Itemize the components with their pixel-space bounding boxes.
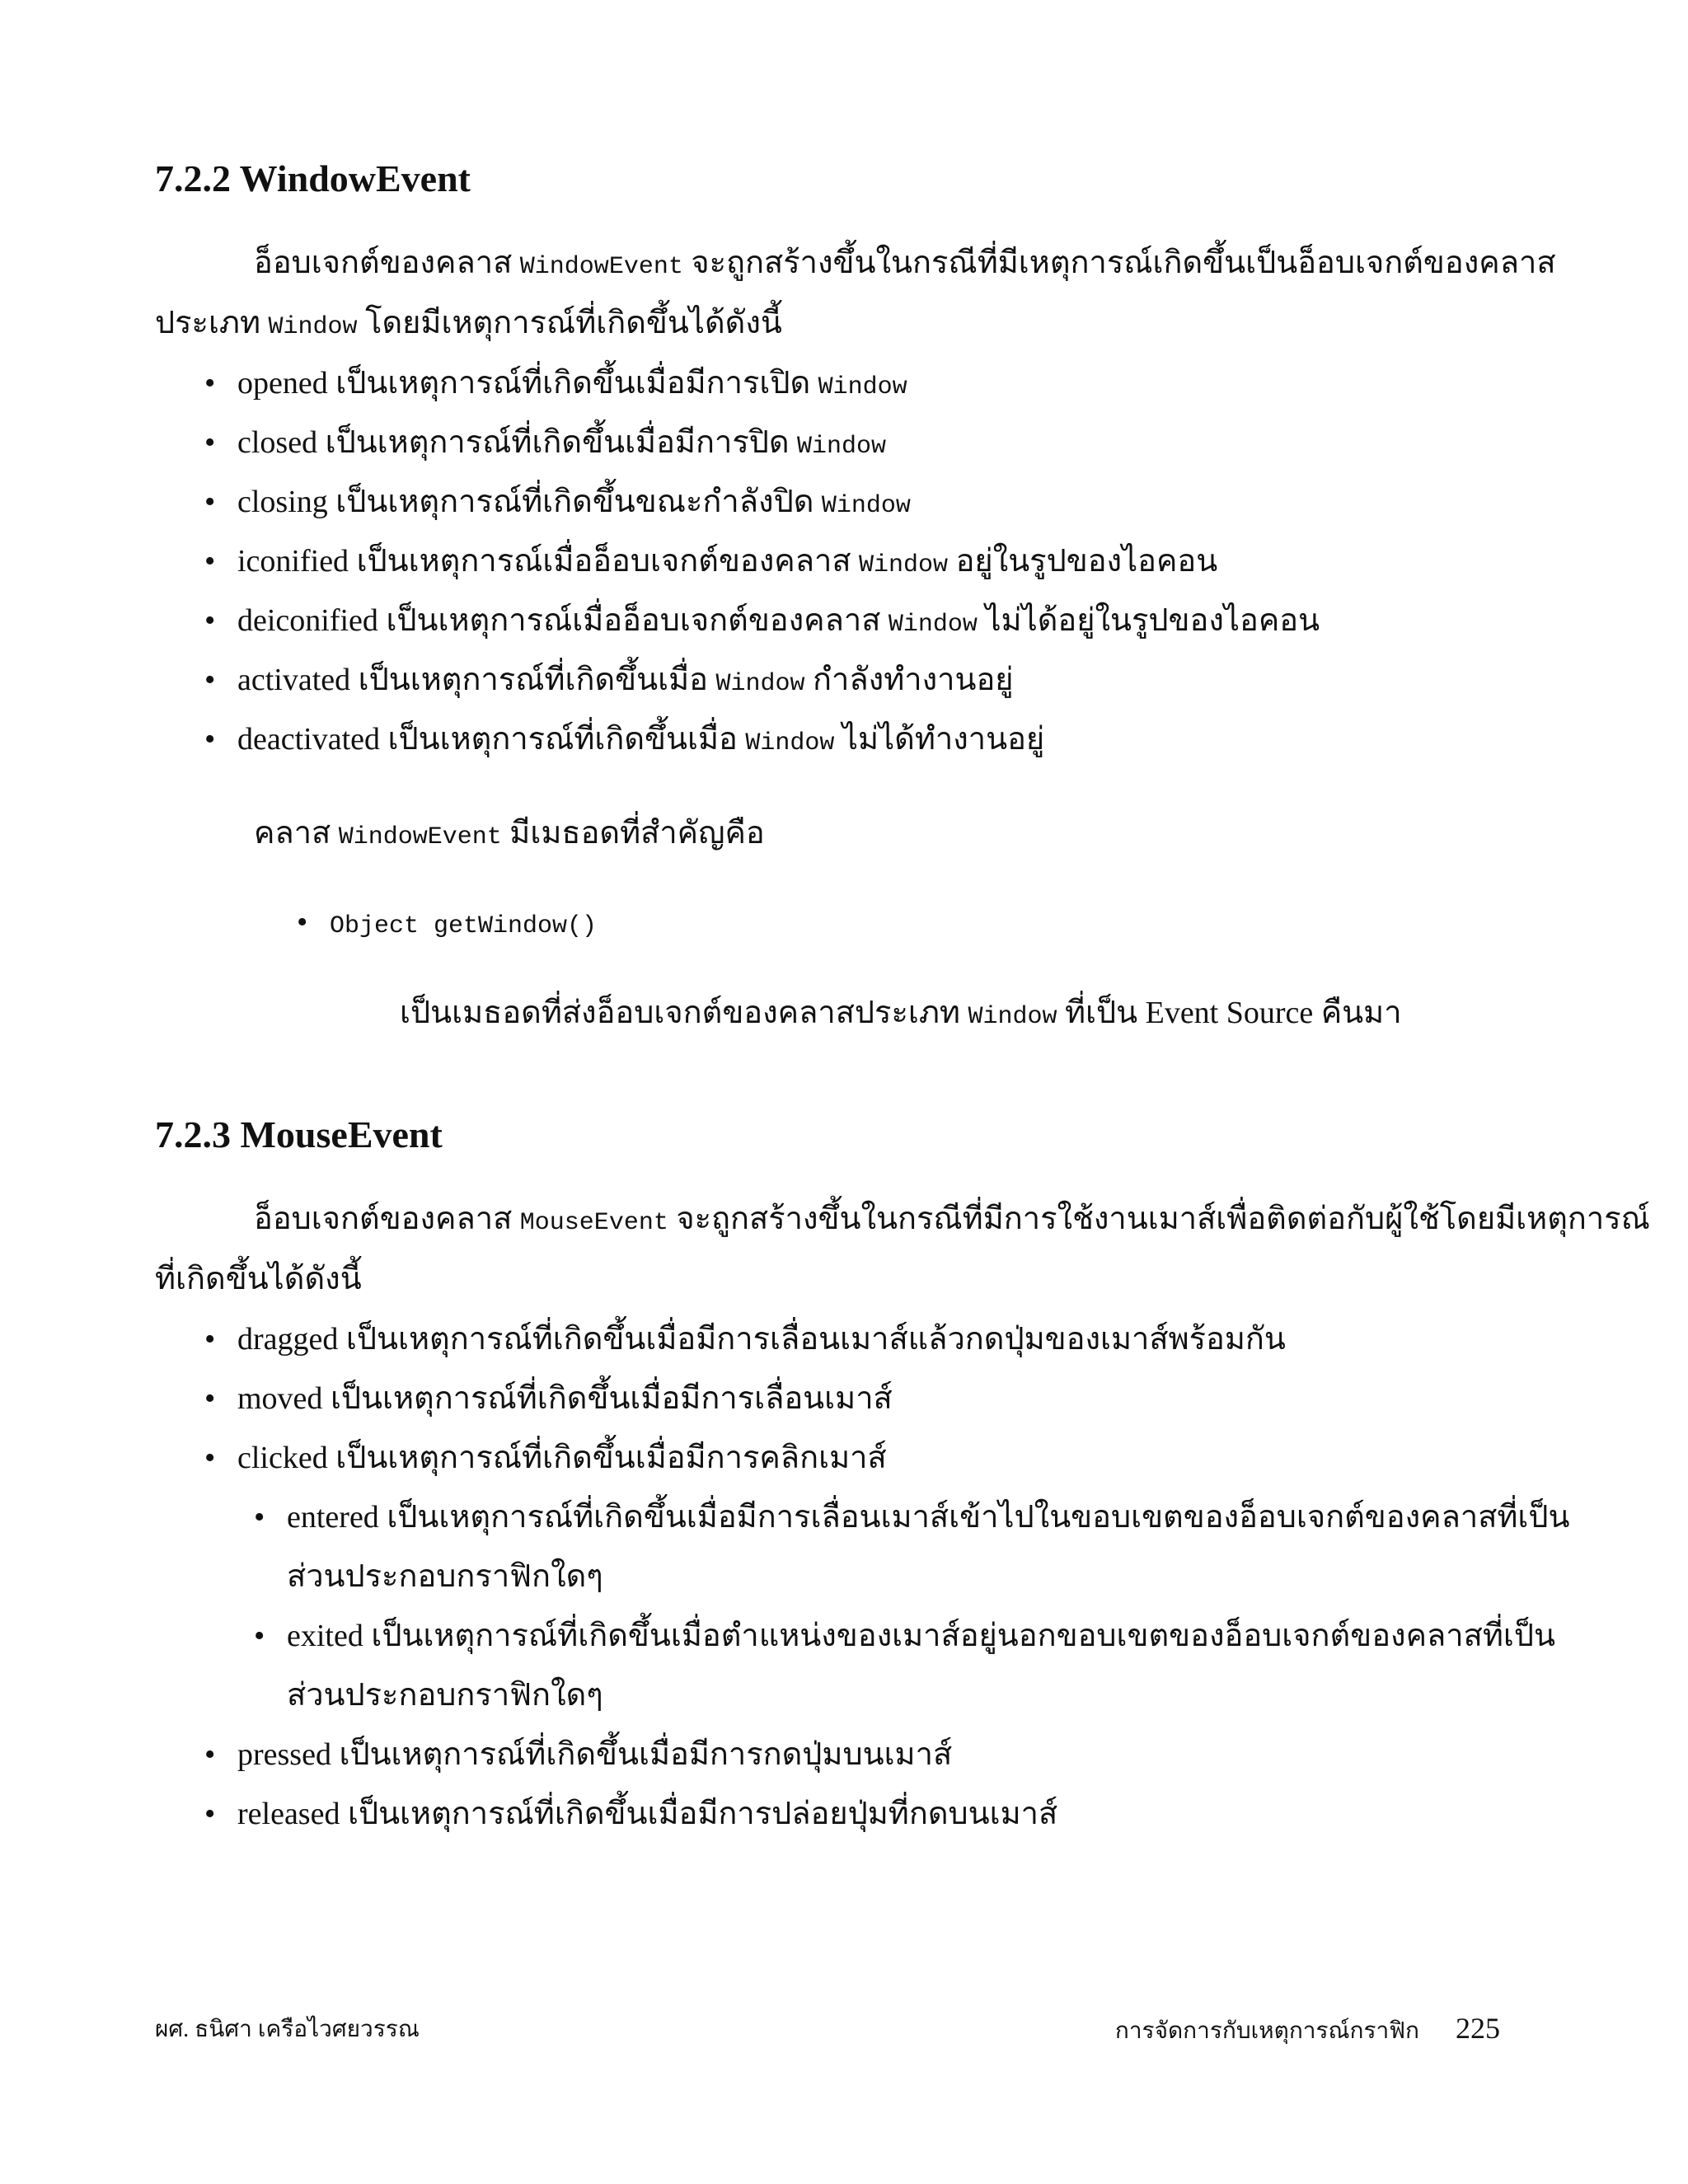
paragraph-line [155, 307, 782, 340]
text: เป็นเหตุการณ์ที่เกิดขึ้นเมื่อมีการเลื่อนเมาส์ [322, 1381, 893, 1416]
code-text: Window [968, 1003, 1057, 1031]
list-item [204, 368, 907, 400]
method-description [400, 997, 1402, 1029]
event-name: opened [237, 366, 328, 401]
paragraph-line [254, 1203, 1650, 1235]
list-item [204, 724, 1044, 756]
text: เป็นเหตุการณ์ที่เกิดขึ้นเมื่อมีการปล่อยปุ่มที่กดบนเมาส์ [340, 1797, 1058, 1831]
text: เป็นเหตุการณ์ที่เกิดขึ้นขณะกำลังปิด [327, 485, 822, 519]
section-heading-mouseevent: 7.2.3 MouseEvent [155, 1113, 443, 1155]
text: ที่เกิดขึ้นได้ดังนี้ [155, 1262, 362, 1296]
sub-list-item [254, 1620, 1555, 1652]
event-name: entered [287, 1500, 379, 1535]
bullet-icon: • [204, 603, 216, 638]
list-item [204, 1442, 887, 1474]
event-name: deiconified [237, 603, 378, 638]
text: ที่เป็น Event Source คืนมา [1057, 996, 1402, 1030]
text: เป็นเหตุการณ์ที่เกิดขึ้นเมื่อ [380, 722, 746, 757]
paragraph-line [155, 1263, 362, 1295]
list-item [204, 486, 911, 518]
sub-list-item [254, 1502, 1570, 1533]
list-item [204, 1383, 893, 1414]
sub-list-continuation: ส่วนประกอบกราฟิกใดๆ [287, 1678, 603, 1713]
bullet-icon: • [204, 1797, 216, 1831]
text: เป็นเหตุการณ์เมื่ออ็อบเจกต์ของคลาส [377, 603, 889, 638]
event-name: deactivated [237, 722, 381, 757]
event-name: released [237, 1797, 340, 1831]
bullet-icon: • [254, 1619, 265, 1653]
bullet-icon: • [204, 425, 216, 460]
list-item [204, 605, 1320, 637]
event-name: clicked [237, 1441, 328, 1475]
text: ไม่ได้อยู่ในรูปของไอคอน [977, 603, 1320, 638]
bullet-icon: • [204, 663, 216, 697]
code-text: Window [797, 433, 887, 461]
bullet-icon: • [254, 1500, 265, 1535]
list-item [204, 664, 1014, 696]
chapter-title: การจัดการกับเหตุการณ์กราฟิก [1114, 2018, 1419, 2044]
text: เป็นเหตุการณ์ที่เกิดขึ้นเมื่อมีการเลื่อนเมาส์แล้วกดปุ่มของเมาส์พร้อมกัน [338, 1322, 1286, 1357]
bullet-icon: • [204, 722, 216, 757]
list-item [204, 427, 886, 459]
event-name: moved [237, 1381, 323, 1416]
code-text: Window [821, 492, 911, 520]
event-name: pressed [237, 1737, 331, 1772]
bullet-icon: • [204, 366, 216, 401]
event-name: dragged [237, 1322, 339, 1357]
bullet-icon: • [204, 1441, 216, 1475]
code-text: Window [745, 729, 835, 757]
section-heading-windowevent: 7.2.2 WindowEvent [155, 157, 471, 199]
text: อ็อบเจกต์ของคลาส [254, 1202, 520, 1236]
list-item [204, 1798, 1057, 1830]
method-intro [254, 818, 765, 850]
list-item [204, 546, 1217, 578]
code-text: Window [859, 551, 949, 579]
method-item [297, 907, 597, 939]
code-text: WindowEvent [519, 253, 683, 281]
code-text: Window [818, 373, 907, 401]
text: เป็นเหตุการณ์ที่เกิดขึ้นเมื่อมีการปิด [317, 425, 798, 460]
code-text: MouseEvent [519, 1209, 668, 1237]
text: ประเภท [155, 306, 269, 340]
sub-list-continuation: ส่วนประกอบกราฟิกใดๆ [287, 1559, 603, 1594]
text: เป็นเมธอดที่ส่งอ็อบเจกต์ของคลาสประเภท [400, 996, 968, 1030]
text: จะถูกสร้างขึ้นในกรณีที่มีการใช้งานเมาส์เพื่อติดต่อกับผู้ใช้โดยมีเหตุการณ์ [668, 1202, 1650, 1236]
list-item [204, 1739, 952, 1770]
bullet-icon: • [204, 544, 216, 579]
bullet-icon: • [204, 1737, 216, 1772]
text: เป็นเหตุการณ์ที่เกิดขึ้นเมื่อมีการเลื่อนเมาส์เข้าไปในขอบเขตของอ็อบเจกต์ของคลาสที่เป็น [378, 1500, 1570, 1535]
text: เป็นเหตุการณ์ที่เกิดขึ้นเมื่อมีการเปิด [327, 366, 818, 401]
list-item [204, 1324, 1286, 1355]
text: เป็นเหตุการณ์ที่เกิดขึ้นเมื่อมีการคลิกเมาส์ [327, 1441, 887, 1475]
text: จะถูกสร้างขึ้นในกรณีที่มีเหตุการณ์เกิดขึ้นเป็นอ็อบเจกต์ของคลาส [682, 246, 1556, 280]
code-text: Window [715, 670, 805, 698]
event-name: iconified [237, 544, 349, 579]
code-text: Window [888, 611, 978, 639]
method-signature: Object getWindow() [330, 912, 598, 940]
event-name: activated [237, 663, 351, 697]
text: อ็อบเจกต์ของคลาส [254, 246, 520, 280]
code-text: WindowEvent [338, 823, 502, 851]
footer-chapter [1115, 2011, 1500, 2049]
bullet-icon: • [204, 1322, 216, 1357]
bullet-icon: • [297, 905, 308, 940]
text: ไม่ได้ทำงานอยู่ [834, 722, 1045, 757]
text: กำลังทำงานอยู่ [804, 663, 1014, 697]
text: อยู่ในรูปของไอคอน [948, 544, 1218, 579]
event-name: exited [287, 1619, 363, 1653]
bullet-icon: • [204, 485, 216, 519]
text: โดยมีเหตุการณ์ที่เกิดขึ้นได้ดังนี้ [357, 306, 782, 340]
text: เป็นเหตุการณ์ที่เกิดขึ้นเมื่อตำแหน่งของเมาส์อยู่นอกขอบเขตของอ็อบเจกต์ของคลาสที่เป็น [363, 1619, 1555, 1653]
text: เป็นเหตุการณ์ที่เกิดขึ้นเมื่อมีการกดปุ่มบนเมาส์ [331, 1737, 953, 1772]
text: เป็นเหตุการณ์ที่เกิดขึ้นเมื่อ [350, 663, 716, 697]
paragraph-line [254, 247, 1556, 279]
event-name: closed [237, 425, 318, 460]
code-text: Window [268, 313, 358, 341]
text: มีเมธอดที่สำคัญคือ [501, 816, 765, 851]
text: คลาส [254, 816, 339, 851]
event-name: closing [237, 485, 328, 519]
bullet-icon: • [204, 1381, 216, 1416]
text: เป็นเหตุการณ์เมื่ออ็อบเจกต์ของคลาส [349, 544, 860, 579]
page-number: 225 [1456, 2012, 1500, 2045]
footer-author: ผศ. ธนิศา เครือไวศยวรรณ [155, 2017, 420, 2042]
